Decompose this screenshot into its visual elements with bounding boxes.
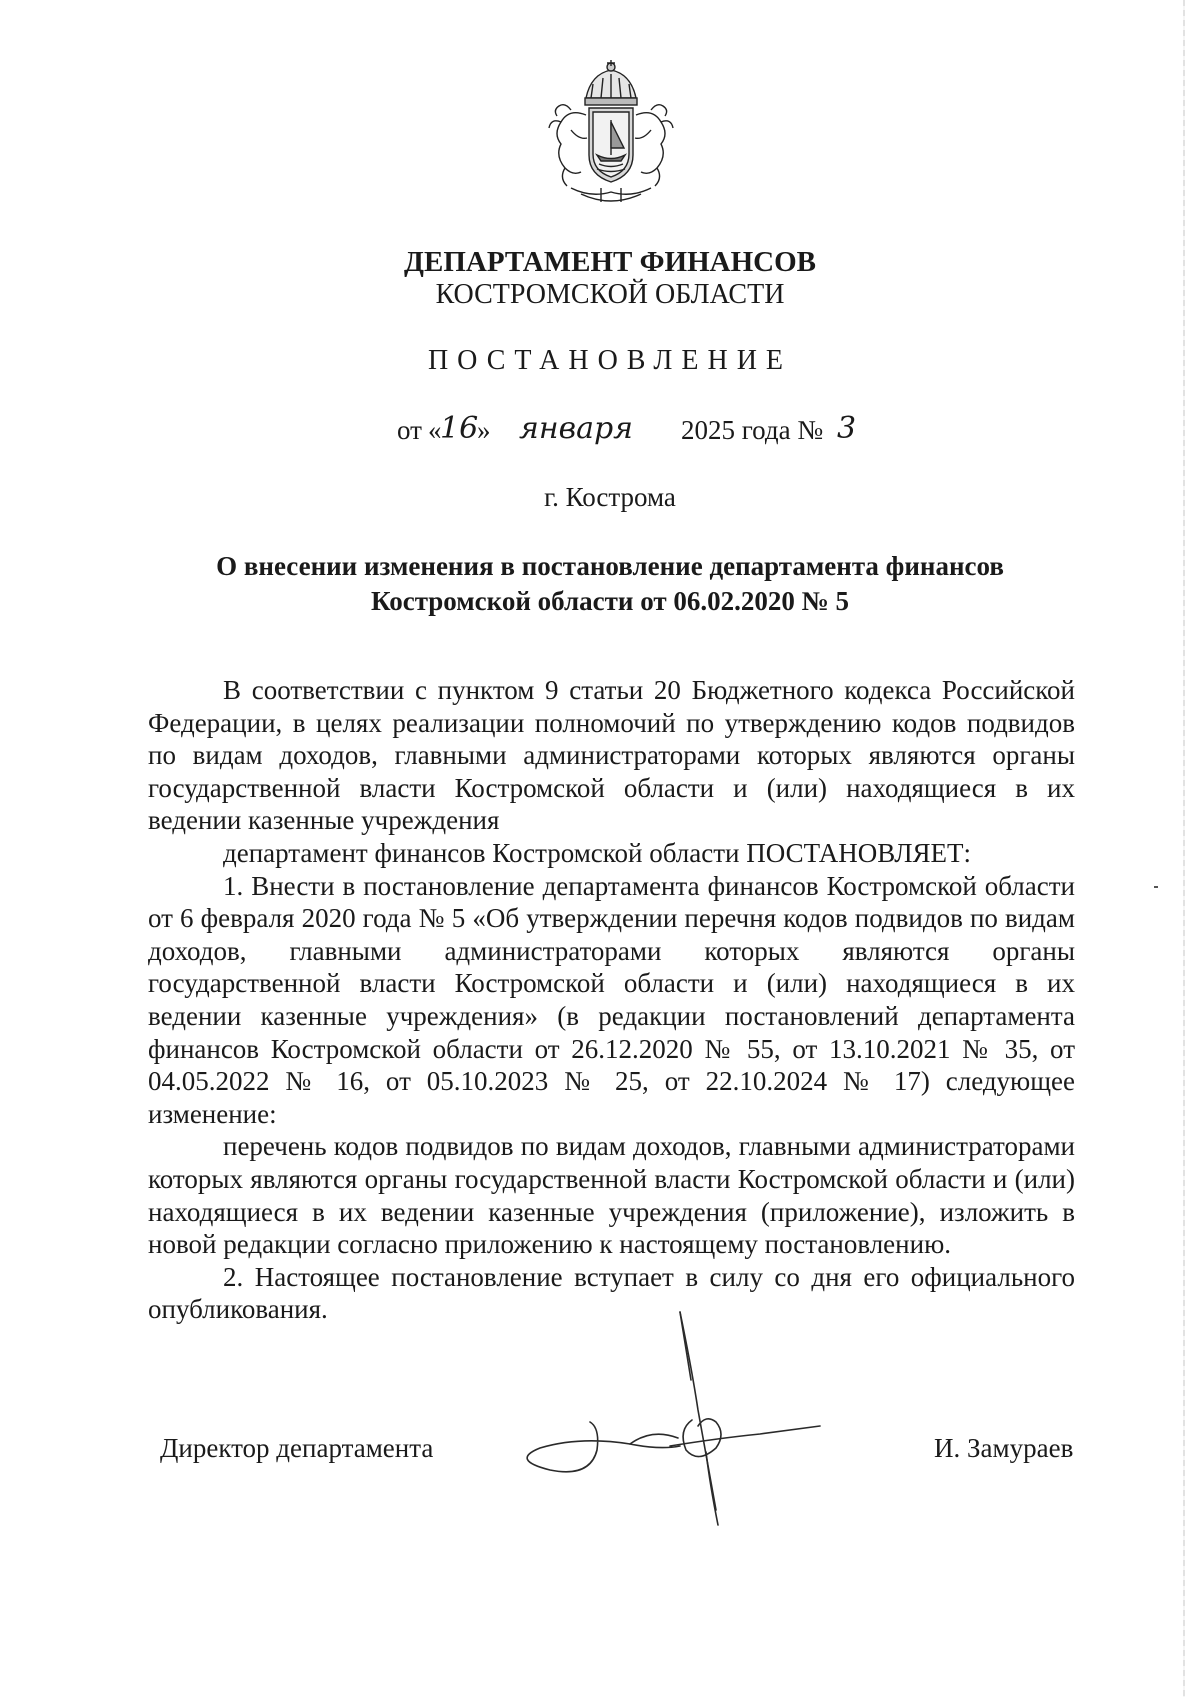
document-header bbox=[0, 246, 1200, 311]
scan-dust-mark bbox=[1154, 886, 1158, 888]
date-open-quote: « bbox=[428, 415, 442, 445]
signatory-role: Директор департамента bbox=[160, 1433, 434, 1463]
date-day-handwritten: 16 bbox=[440, 411, 479, 446]
subject-line-1: О внесении изменения в постановление департамента финансов bbox=[216, 551, 1004, 581]
document-type: ПОСТАНОВЛЕНИЕ bbox=[427, 345, 793, 376]
body-paragraph-resolves: департамент финансов Костромской области ПОСТАНОВЛЯЕТ: bbox=[223, 837, 972, 868]
date-prefix: от bbox=[397, 415, 422, 445]
department-title: ДЕПАРТАМЕНТ ФИНАНСОВ bbox=[404, 246, 816, 278]
coat-of-arms-icon bbox=[531, 60, 691, 210]
document-number-handwritten: 3 bbox=[837, 411, 857, 446]
city-line: г. Кострома bbox=[544, 482, 676, 512]
body-paragraph-item-2: 2. Настоящее постановление вступает в силу со дня его официального опубликования. bbox=[148, 1261, 1075, 1325]
subject-line-2: Костромской области от 06.02.2020 № 5 bbox=[370, 586, 849, 616]
department-region: КОСТРОМСКОЙ ОБЛАСТИ bbox=[435, 279, 785, 310]
document-body bbox=[148, 674, 1075, 1326]
document-subject bbox=[150, 549, 1070, 619]
date-month-handwritten: января bbox=[519, 411, 634, 446]
body-paragraph-basis: В соответствии с пунктом 9 статьи 20 Бюджетного кодекса Российской Федерации, в целях реализации полномочий по утверждению кодов подвидов по видам доходов, главными администраторами которых являются органы государственной власти Костромской области и (или) находящиеся в их ведении казенные учреждения bbox=[148, 675, 1075, 836]
date-close-quote: » bbox=[477, 415, 491, 445]
body-paragraph-list: перечень кодов подвидов по видам доходов, главными администраторами которых являются органы государственной власти Костромской области и (или) находящиеся в их ведении казенные учреждения (приложение), изложить в новой редакции согласно приложению к настоящему постановлению. bbox=[148, 1131, 1075, 1260]
body-paragraph-item-1: 1. Внести в постановление департамента финансов Костромской области от 6 февраля 2020 года № 5 «Об утверждении перечня кодов подвидов по видам доходов, главными администраторами которых являются органы государственной власти Костромской области и (или) находящиеся в их ведении казенные учреждения» (в редакции постановлений департамента финансов Костромской области от 26.12.2020 № 55, от 13.10.2021 № 35, от 04.05.2022 № 16, от 05.10.2023 № 25, от 22.10.2024 № 17) следующее изменение: bbox=[148, 870, 1075, 1129]
signatory-name: И. Замураев bbox=[934, 1433, 1074, 1463]
date-year: 2025 года № bbox=[681, 415, 824, 445]
signature-block bbox=[0, 1423, 1200, 1483]
